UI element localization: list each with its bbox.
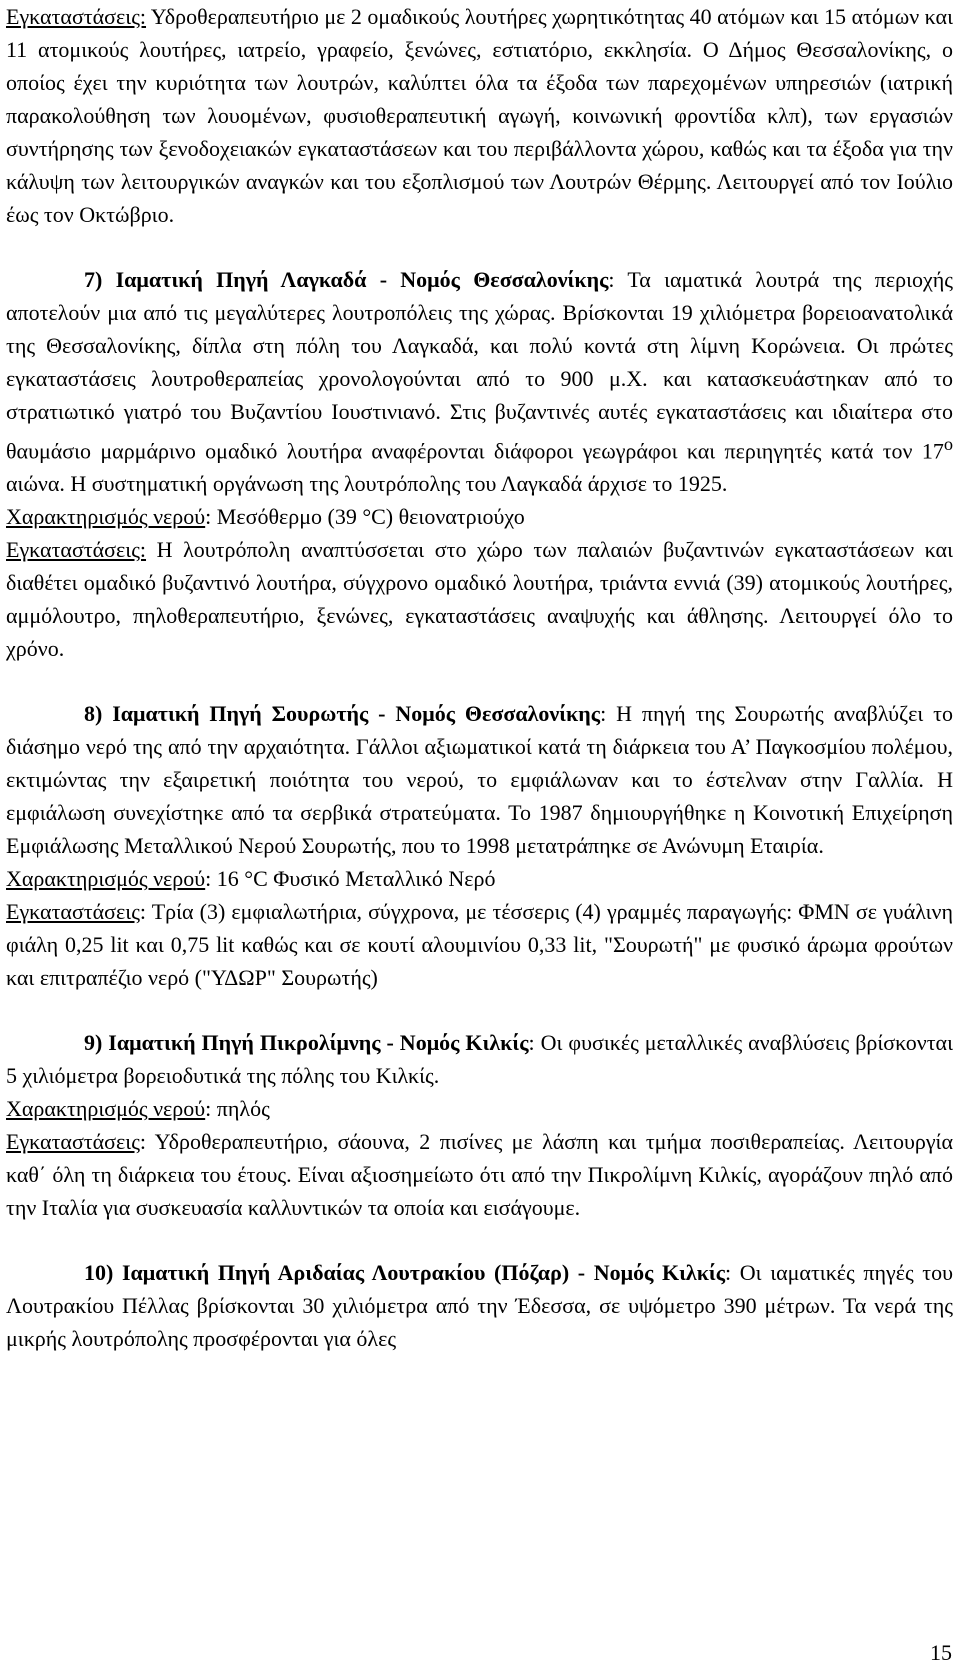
section-8-intro-text: : Η πηγή της Σουρωτής αναβλύζει το διάσημο νερό της από την αρχαιότητα. Γάλλοι αξιωματικοί κατά τη διάρκεια του Α’ Παγκοσμίου πολέμου, εκτιμώντας την εξαιρετική ποιότητα του νερού, το εμφιάλωναν και το έστελναν στην Γαλλία. Η εμφιάλωση συνεχίστηκε από τα σερβικά στρατεύματα. Το 1987 δημιουργήθηκε η Κοινοτική Επιχείρηση Εμφιάλωσης Μεταλλικού Νερού Σουρωτής, που το 1998 μετατράπηκε σε Ανώνυμη Εταιρία.	[6, 701, 954, 859]
section-8-heading: 8) Ιαματική Πηγή Σουρωτής - Νομός Θεσσαλονίκης	[84, 701, 601, 727]
paragraph-gap	[6, 665, 953, 697]
paragraph-facilities-thermi	[6, 0, 953, 231]
section-8-intro	[6, 697, 953, 862]
section-7-intro	[6, 263, 953, 500]
section-7-intro-text-b: αιώνα. Η συστηματική οργάνωση της λουτρόπολης του Λαγκαδά άρχισε το 1925.	[6, 471, 728, 497]
facilities-label: Εγκαταστάσεις:	[6, 4, 147, 29]
section-7-water	[6, 500, 953, 533]
page-number: 15	[930, 1640, 952, 1665]
section-10-intro	[6, 1256, 953, 1355]
facilities-label: Εγκαταστάσεις	[6, 899, 140, 925]
facilities-label: Εγκαταστάσεις	[6, 1129, 140, 1155]
section-8-water	[6, 862, 953, 895]
section-8-facilities	[6, 895, 953, 994]
water-text: : Μεσόθερμο (39 °C) θειονατριούχο	[205, 504, 525, 530]
water-text: : 16 °C Φυσικό Μεταλλικό Νερό	[205, 866, 496, 892]
ordinal-superscript: ο	[943, 434, 953, 454]
section-10-intro-text: : Οι ιαματικές πηγές του Λουτρακίου Πέλλας βρίσκονται 30 χιλιόμετρα από την Έδεσσα, σε υψόμετρο 390 μέτρων. Τα νερά της μικρής λουτρόπολης προσφέρονται για όλες	[6, 1260, 954, 1352]
facilities-text: : Τρία (3) εμφιαλωτήρια, σύγχρονα, με τέσσερις (4) γραμμές παραγωγής: ΦΜΝ σε γυάλινη φιάλη 0,25 lit και 0,75 lit καθώς και σε κουτί αλουμινίου 0,33 lit, "Σουρωτή" με φυσικό άρωμα φρούτων και επιτραπέζιο νερό ("ΥΔΩΡ" Σουρωτής)	[6, 899, 953, 991]
section-9-intro	[6, 1026, 953, 1092]
section-7-intro-text-a: : Τα ιαματικά λουτρά της περιοχής αποτελούν μια από τις μεγαλύτερες λουτροπόλεις της χώρας. Βρίσκονται 19 χιλιόμετρα βορειοανατολικά της Θεσσαλονίκης, δίπλα στη πόλη του Λαγκαδά, και πολύ κοντά στη λίμνη Κορώνεια. Οι πρώτες εγκαταστάσεις λουτροθεραπείας χρονολογούνται από το 900 μ.Χ. και κατασκευάστηκαν από το στρατιωτικό γιατρό του Βυζαντίου Ιουστινιανό. Στις βυζαντινές αυτές εγκαταστάσεις και ιδιαίτερα στο θαυμάσιο μαρμάρινο ομαδικό λουτήρα αναφέρονται διάφοροι γεωγράφοι και περιηγητές κατά τον 17	[6, 267, 953, 464]
facilities-text: Υδροθεραπευτήριο με 2 ομαδικούς λουτήρες χωρητικότητας 40 ατόμων και 15 ατόμων και 11 ατομικούς λουτήρες, ιατρείο, γραφείο, ξενώνες, εστιατόριο, εκκλησία. Ο Δήμος Θεσσαλονίκης, ο οποίος έχει την κυριότητα των λουτρών, καλύπτει όλα τα έξοδα των παρεχομένων υπηρεσιών (ιατρική παρακολούθηση των λουομένων, φυσιοθεραπευτική αγωγή, κοινωνική φροντίδα κλπ), των εργασιών συντήρησης των ξενοδοχειακών εγκαταστάσεων και του περιβάλλοντα χώρου, καθώς και τα έξοδα για την κάλυψη των λειτουργικών αναγκών και του εξοπλισμού των Λουτρών Θέρμης. Λειτουργεί από τον Ιούλιο έως τον Οκτώβριο.	[6, 4, 953, 227]
water-label: Χαρακτηρισμός νερού	[6, 504, 206, 530]
section-7-facilities	[6, 533, 953, 665]
section-9-facilities	[6, 1125, 953, 1224]
section-9-intro-text: : Οι φυσικές μεταλλικές αναβλύσεις βρίσκονται 5 χιλιόμετρα βορειοδυτικά της πόλης του Κιλκίς.	[6, 1030, 954, 1089]
section-7-heading: 7) Ιαματική Πηγή Λαγκαδά - Νομός Θεσσαλονίκης	[84, 267, 609, 292]
paragraph-gap	[6, 1224, 953, 1256]
paragraph-gap	[6, 994, 953, 1026]
section-9-heading: 9) Ιαματική Πηγή Πικρολίμνης - Νομός Κιλκίς	[84, 1030, 529, 1056]
facilities-text: Η λουτρόπολη αναπτύσσεται στο χώρο των παλαιών βυζαντινών εγκαταστάσεων και διαθέτει ομαδικό βυζαντινό λουτήρα, σύγχρονο ομαδικό λουτήρα, τριάντα εννιά (39) ατομικούς λουτήρες, αμμόλουτρο, πηλοθεραπευτήριο, ξενώνες, εγκαταστάσεις αναψυχής και άθλησης. Λειτουργεί όλο το χρόνο.	[6, 537, 953, 662]
facilities-text: : Υδροθεραπευτήριο, σάουνα, 2 πισίνες με λάσπη και τμήμα ποσιθεραπείας. Λειτουργία καθ΄ όλη τη διάρκεια του έτους. Είναι αξιοσημείωτο ότι από την Πικρολίμνη Κιλκίς, αγοράζουν πηλό από την Ιταλία για συσκευασία καλλυντικών τα οποία και εισάγουμε.	[6, 1129, 953, 1221]
section-9-water	[6, 1092, 953, 1125]
facilities-label: Εγκαταστάσεις:	[6, 537, 147, 563]
water-label: Χαρακτηρισμός νερού	[6, 866, 206, 892]
paragraph-gap	[6, 231, 953, 263]
water-label: Χαρακτηρισμός νερού	[6, 1096, 206, 1122]
water-text: : πηλός	[205, 1096, 270, 1122]
document-body	[6, 0, 953, 1355]
section-10-heading: 10) Ιαματική Πηγή Αριδαίας Λουτρακίου (Πόζαρ) - Νομός Κιλκίς	[84, 1260, 726, 1286]
